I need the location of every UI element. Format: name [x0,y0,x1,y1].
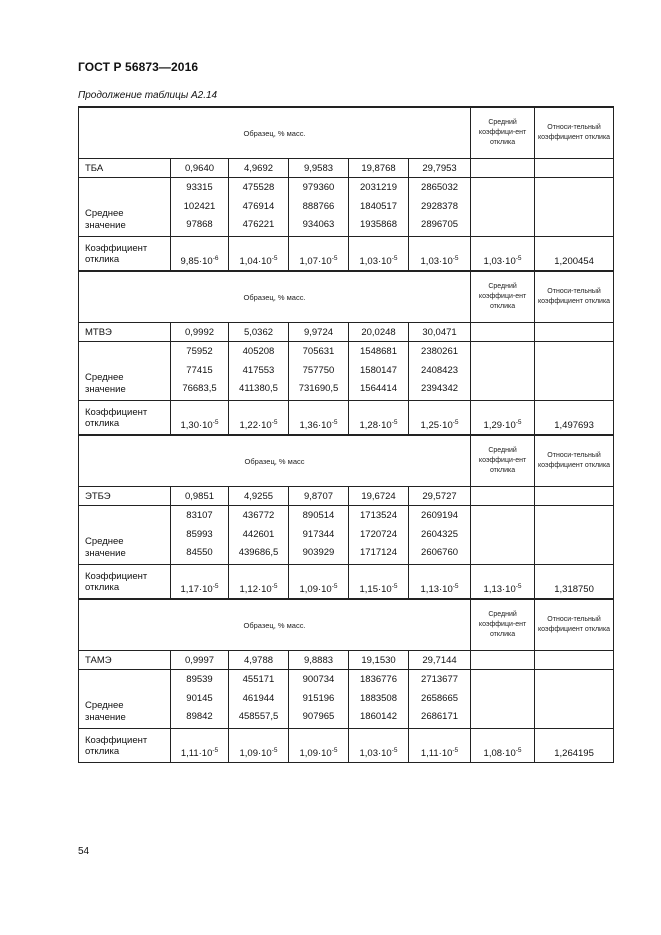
block-header-row [79,435,614,487]
peak-area-value: 1580147 [360,364,397,376]
coef-value-mantissa: 1,12·10 [239,584,272,595]
peak-area-value: 83107 [186,510,213,521]
coef-value [359,748,397,759]
peak-area-stack [229,670,288,728]
coef-value [239,584,277,595]
peak-area-stack [409,342,470,400]
peak-area-stack [229,342,288,400]
peak-area-value: 2686171 [421,711,459,722]
coef-label-line-2: отклика [85,581,120,593]
compound-row [79,487,614,506]
coef-value [421,584,459,595]
peak-area-stack [409,670,470,728]
mean-coef-value [484,748,522,759]
peak-area-value: 458557,5 [238,711,279,722]
peak-area-value: 934063 [302,219,335,230]
peak-area-value: 436772 [242,510,275,521]
peak-area-value: 442601 [242,528,275,540]
sample-mass-header: Образец, % масс. [243,128,306,138]
peak-area-value: 85993 [186,528,213,540]
coef-value [299,256,337,267]
compound-name: ТАМЭ [85,654,112,666]
coef-value [421,420,459,431]
peak-area-value: 1717124 [360,547,397,558]
coef-label-line-1: Коэффициент [85,734,148,746]
coef-value-exponent: -5 [212,583,219,590]
coef-value [239,420,277,431]
coef-value-mantissa: 1,30·10 [180,420,213,431]
coef-value-exponent: -5 [271,583,278,590]
coef-label-line-1: Коэффициент [85,242,148,254]
peak-area-value: 2394342 [421,383,459,394]
mean-coef-value [484,256,522,267]
relative-coef-value: 1,497693 [554,420,594,431]
coef-value-exponent: -5 [331,255,338,262]
mean-coef-value-exponent: -5 [515,583,522,590]
peak-area-value: 76683,5 [182,383,217,394]
peak-area-value: 1840517 [360,200,397,212]
coef-label-line-2: отклика [85,745,120,757]
peak-area-value: 2408423 [421,364,459,376]
peak-area-stack [171,342,228,400]
response-coefficient-table [78,106,614,763]
peak-area-value: 1860142 [360,711,397,722]
coef-label-line-2: отклика [85,417,120,429]
compound-row [79,323,614,342]
peak-area-value: 705631 [302,346,335,357]
coef-value-exponent: -6 [212,255,219,262]
sample-mass-header: Образец, % масс [244,456,305,466]
coef-value-mantissa: 1,03·10 [420,256,453,267]
coef-value-mantissa: 1,36·10 [299,420,332,431]
coef-value-mantissa: 1,03·10 [359,748,392,759]
peak-area-value: 476914 [242,200,275,212]
relative-coef-header: Относи-тельный коэффициент отклика [538,288,611,305]
coef-value [299,420,337,431]
mean-label-line-2: значение [85,548,126,559]
coef-label-line-1: Коэффициент [85,406,148,418]
peak-area-value: 77415 [186,364,213,376]
peak-area-value: 2865032 [421,182,459,193]
coef-value [421,748,458,759]
block-header-row [79,107,614,159]
coef-value [359,584,397,595]
peak-area-value: 89842 [186,711,213,722]
coef-value-mantissa: 1,03·10 [359,256,392,267]
coef-value [180,584,218,595]
mass-value: 9,8883 [303,654,334,666]
peak-area-value: 1883508 [360,692,397,704]
peak-area-stack [349,178,408,236]
coef-value-mantissa: 1,25·10 [420,420,453,431]
mass-value: 30,0471 [422,326,457,338]
mass-value: 9,9724 [303,326,334,338]
relative-coef-header: Относи-тельный коэффициент отклика [538,452,611,469]
mass-value: 4,9255 [243,490,274,502]
peak-area-value: 979360 [302,182,335,193]
peak-area-value: 2380261 [421,346,459,357]
peak-area-row [79,178,614,237]
coef-value-mantissa: 1,09·10 [299,584,332,595]
mass-value: 5,0362 [243,326,274,338]
coef-value-mantissa: 1,09·10 [239,748,272,759]
coef-value [239,748,277,759]
coef-value [299,748,337,759]
compound-row [79,159,614,178]
peak-area-value: 93315 [186,182,213,193]
coef-value-mantissa: 1,22·10 [239,420,272,431]
peak-area-stack [171,670,228,728]
peak-area-stack [349,670,408,728]
document-header: ГОСТ Р 56873—2016 [78,60,199,74]
compound-name: ЭТБЭ [85,490,111,502]
block-header-row [79,271,614,323]
coef-value [180,256,218,267]
peak-area-value: 84550 [186,547,213,558]
peak-area-value: 461944 [242,692,275,704]
peak-area-value: 2896705 [421,219,459,230]
mass-value: 29,7953 [422,162,457,174]
coef-value-mantissa: 9,85·10 [180,256,213,267]
coef-value-exponent: -5 [331,419,338,426]
peak-area-value: 475528 [242,182,275,193]
peak-area-value: 907965 [302,711,335,722]
mean-coef-header: Средний коэффици-ент отклика [478,447,527,474]
mass-value: 9,9583 [303,162,334,174]
peak-area-stack [289,178,348,236]
peak-area-value: 97868 [186,219,213,230]
coef-value-exponent: -5 [212,747,219,754]
peak-area-value: 731690,5 [298,383,339,394]
coef-value [181,748,218,759]
peak-area-row [79,506,614,565]
coef-value-exponent: -5 [391,747,398,754]
mass-value: 0,9851 [184,490,215,502]
peak-area-stack [289,670,348,728]
mean-label [79,342,170,400]
mean-coef-header: Средний коэффици-ент отклика [478,611,527,638]
mean-label [79,178,170,236]
peak-area-value: 1836776 [360,674,397,685]
coef-value-exponent: -5 [391,419,398,426]
mean-label-line-1: Среднее [85,700,124,711]
sample-mass-header: Образец, % масс. [243,292,306,302]
peak-area-value: 1564414 [360,383,397,394]
peak-area-value: 757750 [302,364,335,376]
peak-area-stack [349,342,408,400]
peak-area-stack [289,342,348,400]
coef-value-exponent: -5 [212,419,219,426]
mass-value: 29,7144 [422,654,457,666]
mass-value: 0,9997 [184,654,215,666]
peak-area-stack [229,506,288,564]
coef-value-mantissa: 1,28·10 [359,420,392,431]
coef-value-exponent: -5 [452,583,459,590]
peak-area-value: 890514 [302,510,335,521]
mean-coef-value-exponent: -5 [515,747,522,754]
coef-value-exponent: -5 [331,583,338,590]
peak-area-stack [409,178,470,236]
mean-coef-value [484,420,522,431]
peak-area-value: 888766 [302,200,335,212]
block-header-row [79,599,614,651]
peak-area-value: 90145 [186,692,213,704]
peak-area-row [79,670,614,729]
peak-area-value: 2713677 [421,674,459,685]
compound-name: МТВЭ [85,326,112,338]
coef-label-line-1: Коэффициент [85,570,148,582]
mean-coef-value-exponent: -5 [515,419,522,426]
coef-value [421,256,459,267]
mean-label-line-1: Среднее [85,208,124,219]
mass-value: 19,6724 [361,490,396,502]
mean-coef-value [484,584,522,595]
peak-area-value: 903929 [302,547,335,558]
peak-area-value: 1548681 [360,346,397,357]
peak-area-stack [349,506,408,564]
peak-area-value: 417553 [242,364,275,376]
peak-area-value: 1713524 [360,510,397,521]
coef-value-mantissa: 1,11·10 [420,748,453,759]
compound-name: ТБА [85,162,104,174]
relative-coef-header: Относи-тельный коэффициент отклика [538,124,611,141]
coef-value-mantissa: 1,11·10 [180,748,213,759]
peak-area-value: 1720724 [360,528,397,540]
mass-value: 19,8768 [361,162,396,174]
relative-coef-value: 1,264195 [554,748,594,759]
peak-area-value: 2928378 [421,200,459,212]
mean-label [79,670,170,728]
peak-area-value: 2606760 [421,547,459,558]
peak-area-value: 1935868 [360,219,397,230]
peak-area-stack [289,506,348,564]
mean-coef-value-mantissa: 1,29·10 [483,420,516,431]
mean-label-line-2: значение [85,220,126,231]
coef-value [359,420,397,431]
coef-value-mantissa: 1,04·10 [239,256,272,267]
mean-coef-value-exponent: -5 [515,255,522,262]
coef-value [359,256,397,267]
coef-label-line-2: отклика [85,253,120,265]
peak-area-value: 2604325 [421,528,459,540]
peak-area-value: 411380,5 [239,383,278,394]
peak-area-stack [171,506,228,564]
peak-area-value: 405208 [242,346,275,357]
relative-coef-value: 1,318750 [554,584,594,595]
coef-value-exponent: -5 [452,747,459,754]
coef-value-mantissa: 1,13·10 [420,584,453,595]
peak-area-value: 476221 [242,219,275,230]
peak-area-value: 102421 [183,200,216,212]
mass-value: 4,9692 [243,162,274,174]
mean-coef-value-mantissa: 1,08·10 [483,748,516,759]
response-coefficient-row [79,729,614,763]
peak-area-value: 915196 [302,692,335,704]
mass-value: 0,9992 [184,326,215,338]
page-number: 54 [78,846,90,857]
coef-value-mantissa: 1,09·10 [299,748,332,759]
coef-value-mantissa: 1,07·10 [299,256,332,267]
mean-label-line-1: Среднее [85,536,124,547]
response-coefficient-row [79,565,614,600]
peak-area-row [79,342,614,401]
response-coefficient-row [79,237,614,272]
mean-coef-header: Средний коэффици-ент отклика [478,283,527,310]
mass-value: 4,9788 [243,654,274,666]
mass-value: 19,1530 [361,654,396,666]
peak-area-value: 455171 [242,674,275,685]
coef-value-exponent: -5 [391,255,398,262]
peak-area-value: 917344 [302,528,335,540]
coef-value-exponent: -5 [271,419,278,426]
table-caption: Продолжение таблицы А2.14 [78,90,218,101]
relative-coef-value: 1,200454 [554,256,594,267]
mean-label-line-2: значение [85,712,126,723]
compound-row [79,651,614,670]
peak-area-value: 439686,5 [238,547,279,558]
sample-mass-header: Образец, % масс. [243,620,306,630]
coef-value-exponent: -5 [391,583,398,590]
mean-coef-value-mantissa: 1,03·10 [483,256,516,267]
peak-area-value: 900734 [302,674,335,685]
peak-area-stack [171,178,228,236]
relative-coef-header: Относи-тельный коэффициент отклика [538,616,611,633]
mean-coef-value-mantissa: 1,13·10 [483,584,516,595]
mass-value: 29,5727 [422,490,457,502]
peak-area-value: 89539 [186,674,213,685]
coef-value-exponent: -5 [271,747,278,754]
coef-value-exponent: -5 [331,747,338,754]
response-coefficient-row [79,401,614,436]
coef-value [180,420,218,431]
peak-area-stack [229,178,288,236]
coef-value [299,584,337,595]
mass-value: 0,9640 [184,162,215,174]
mass-value: 20,0248 [361,326,396,338]
peak-area-stack [409,506,470,564]
mean-label-line-2: значение [85,384,126,395]
coef-value [239,256,277,267]
peak-area-value: 75952 [186,346,213,357]
mean-coef-header: Средний коэффици-ент отклика [478,119,527,146]
coef-value-mantissa: 1,15·10 [359,584,392,595]
peak-area-value: 2609194 [421,510,459,521]
mass-value: 9,8707 [303,490,334,502]
coef-value-exponent: -5 [271,255,278,262]
peak-area-value: 2658665 [421,692,459,704]
mean-label [79,506,170,564]
peak-area-value: 2031219 [360,182,397,193]
mean-label-line-1: Среднее [85,372,124,383]
coef-value-exponent: -5 [452,419,459,426]
coef-value-exponent: -5 [452,255,459,262]
coef-value-mantissa: 1,17·10 [180,584,213,595]
